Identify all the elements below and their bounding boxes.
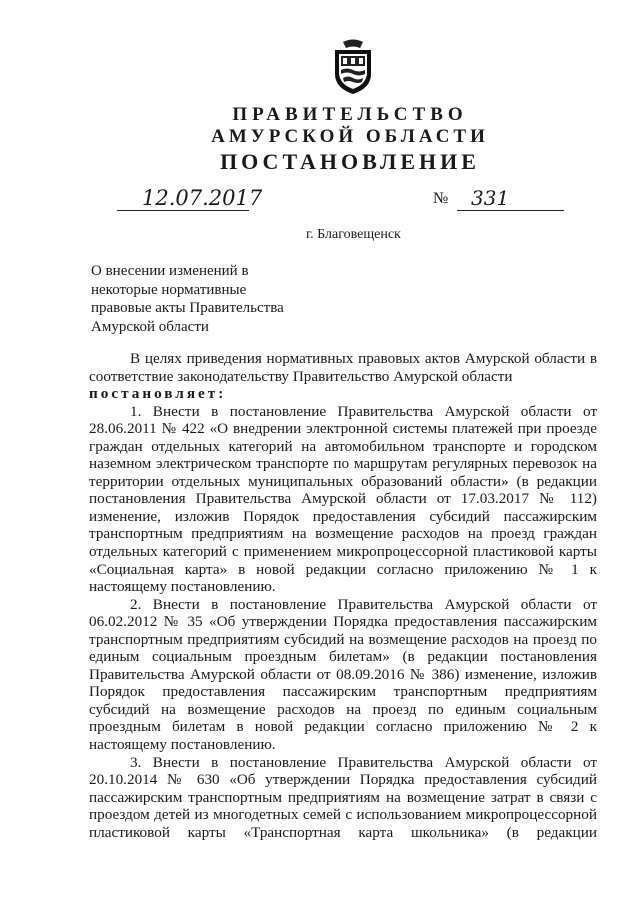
body-line: пластиковой карты «Транспортная карта школьника» (в редакции [89, 823, 597, 841]
body-line: транспортным предприятиям субсидий на возмещение расходов на проезд по [89, 630, 597, 648]
subject-block [91, 262, 331, 336]
body-line: отдельных категорий с применением микропроцессорной пластиковой карты [89, 543, 597, 561]
body-line: наземном электрическом транспорте по маршрутам регулярных перевозок на [89, 455, 597, 473]
subject-line: правовые акты Правительства [91, 300, 284, 316]
number-label: № [433, 190, 449, 207]
subject-line: некоторые нормативные [91, 281, 247, 298]
body-line: настоящему постановлению. [89, 736, 276, 754]
body-line: изменение, изложив Порядок предоставления субсидий пассажирским [89, 507, 597, 525]
body-line: пассажирским транспортным предприятиям на возмещение затрат в связи с [89, 788, 597, 806]
body-line: «Социальная карта» в новой редакции согласно приложению № 1 к [89, 560, 597, 578]
body-line: 20.10.2014 № 630 «Об утверждении Порядка предоставления субсидий [89, 771, 597, 789]
government-title: ПРАВИТЕЛЬСТВО [232, 104, 468, 125]
body-line: постановления Правительства Амурской области от 17.03.2017 № 112) [89, 490, 597, 508]
document-body [89, 350, 597, 841]
document-number: 331 [471, 186, 510, 210]
document-date: 12.07.2017 [142, 186, 263, 210]
region-title: АМУРСКОЙ ОБЛАСТИ [211, 126, 489, 147]
body-line: Правительства Амурской области от 08.09.2016 № 386) изменение, изложив [89, 665, 597, 683]
body-line: единым социальным проездным билетам» (в редакции постановления [89, 648, 597, 666]
document-type-title: ПОСТАНОВЛЕНИЕ [220, 149, 480, 174]
body-line: субсидий на возмещение расходов на проезд по единым социальным [89, 700, 597, 718]
coat-of-arms-icon [329, 38, 377, 96]
body-line: транспортным предприятиям на возмещение расходов на проезд граждан [89, 525, 597, 543]
body-line: 06.02.2012 № 35 «Об утверждении Порядка предоставления пассажирским [89, 613, 597, 631]
body-line: соответствие законодательству Правительство Амурской области [89, 367, 513, 385]
body-line: проездным билетам в новой редакции согласно приложению № 2 к [89, 718, 597, 736]
body-line: 2. Внести в постановление Правительства Амурской области от [130, 595, 597, 613]
body-line: 28.06.2011 № 422 «О внедрении электронной системы платежей при проезде [89, 420, 597, 438]
subject-line: Амурской области [91, 318, 209, 335]
body-line: проездом детей из многодетных семей с использованием микропроцессорной [89, 806, 597, 824]
body-line: настоящему постановлению. [89, 578, 276, 596]
body-line: 1. Внести в постановление Правительства Амурской области от [130, 402, 597, 420]
subject-line: О внесении изменений в [91, 263, 249, 279]
body-line: 3. Внести в постановление Правительства Амурской области от [130, 753, 597, 771]
decree-word: постановляет: [89, 385, 227, 403]
body-line: В целях приведения нормативных правовых актов Амурской области в [130, 350, 597, 367]
city-line: г. Благовещенск [306, 227, 401, 242]
body-line: территории отдельных муниципальных образований области» (в редакции [89, 472, 597, 490]
body-line: граждан отдельных категорий на автомобильном транспорте и городском [89, 437, 597, 455]
body-line: Порядок предоставления пассажирским транспортным предприятиям [89, 683, 597, 701]
